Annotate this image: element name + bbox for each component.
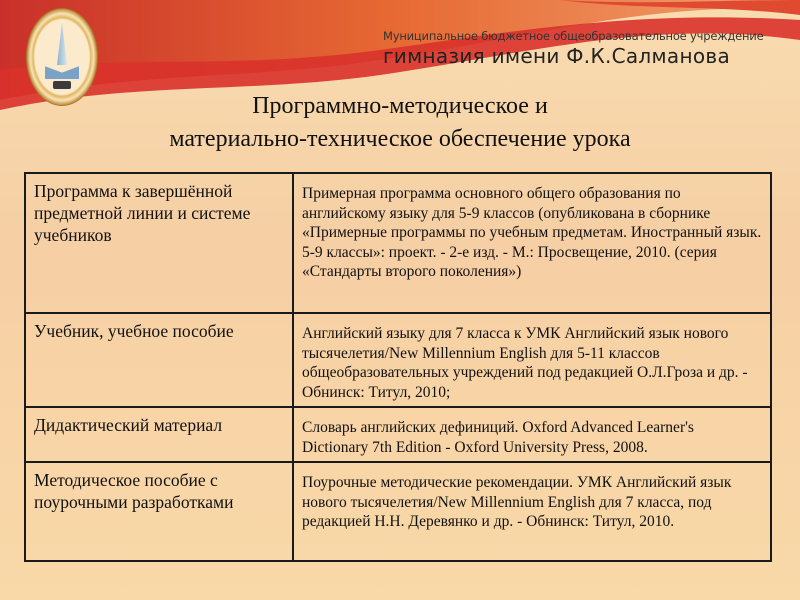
book-icon: [45, 63, 79, 79]
spire-icon: [57, 23, 67, 65]
school-subtitle: Муниципальное бюджетное общеобразовательное учреждение: [383, 29, 764, 43]
title-line-1: Программно-методическое и: [252, 93, 548, 119]
row-value: Словарь английских дефиниций. Oxford Advanced Learner's Dictionary 7th Edition - Oxford University Press, 2008.: [293, 407, 771, 462]
row-label: Программа к завершённой предметной линии и системе учебников: [25, 173, 293, 313]
row-label: Учебник, учебное пособие: [25, 313, 293, 407]
school-name: гимназия имени Ф.К.Салманова: [383, 44, 731, 68]
row-value: Английский языку для 7 класса к УМК Английский язык нового тысячелетия/New Millennium English для 5-11 классов общеобразовательных учреждений под редакцией О.Л.Гроза и др. - Обнинск: Титул, 2010;: [293, 313, 771, 407]
row-label: Методическое пособие с поурочными разработками: [25, 462, 293, 561]
slide-title: [0, 90, 800, 156]
table-row: [25, 173, 771, 313]
row-value: Поурочные методические рекомендации. УМК Английский язык нового тысячелетия/New Millennium English для 7 класса, под редакцией Н.Н. Деревянко и др. - Обнинск: Титул, 2010.: [293, 462, 771, 561]
emblem-base-icon: [53, 81, 71, 89]
resources-table: [24, 172, 772, 562]
table-row: [25, 462, 771, 561]
row-label: Дидактический материал: [25, 407, 293, 462]
title-line-2: материально-техническое обеспечение урока: [169, 126, 631, 152]
table-row: [25, 313, 771, 407]
row-value: Примерная программа основного общего образования по английскому языку для 5-9 классов (опубликована в сборнике «Примерные программы по учебным предметам. Иностранный язык. 5-9 классы»: проект. - 2-е изд. - М.: Просвещение, 2010. (серия «Стандарты второго поколения»): [293, 173, 771, 313]
table-row: [25, 407, 771, 462]
